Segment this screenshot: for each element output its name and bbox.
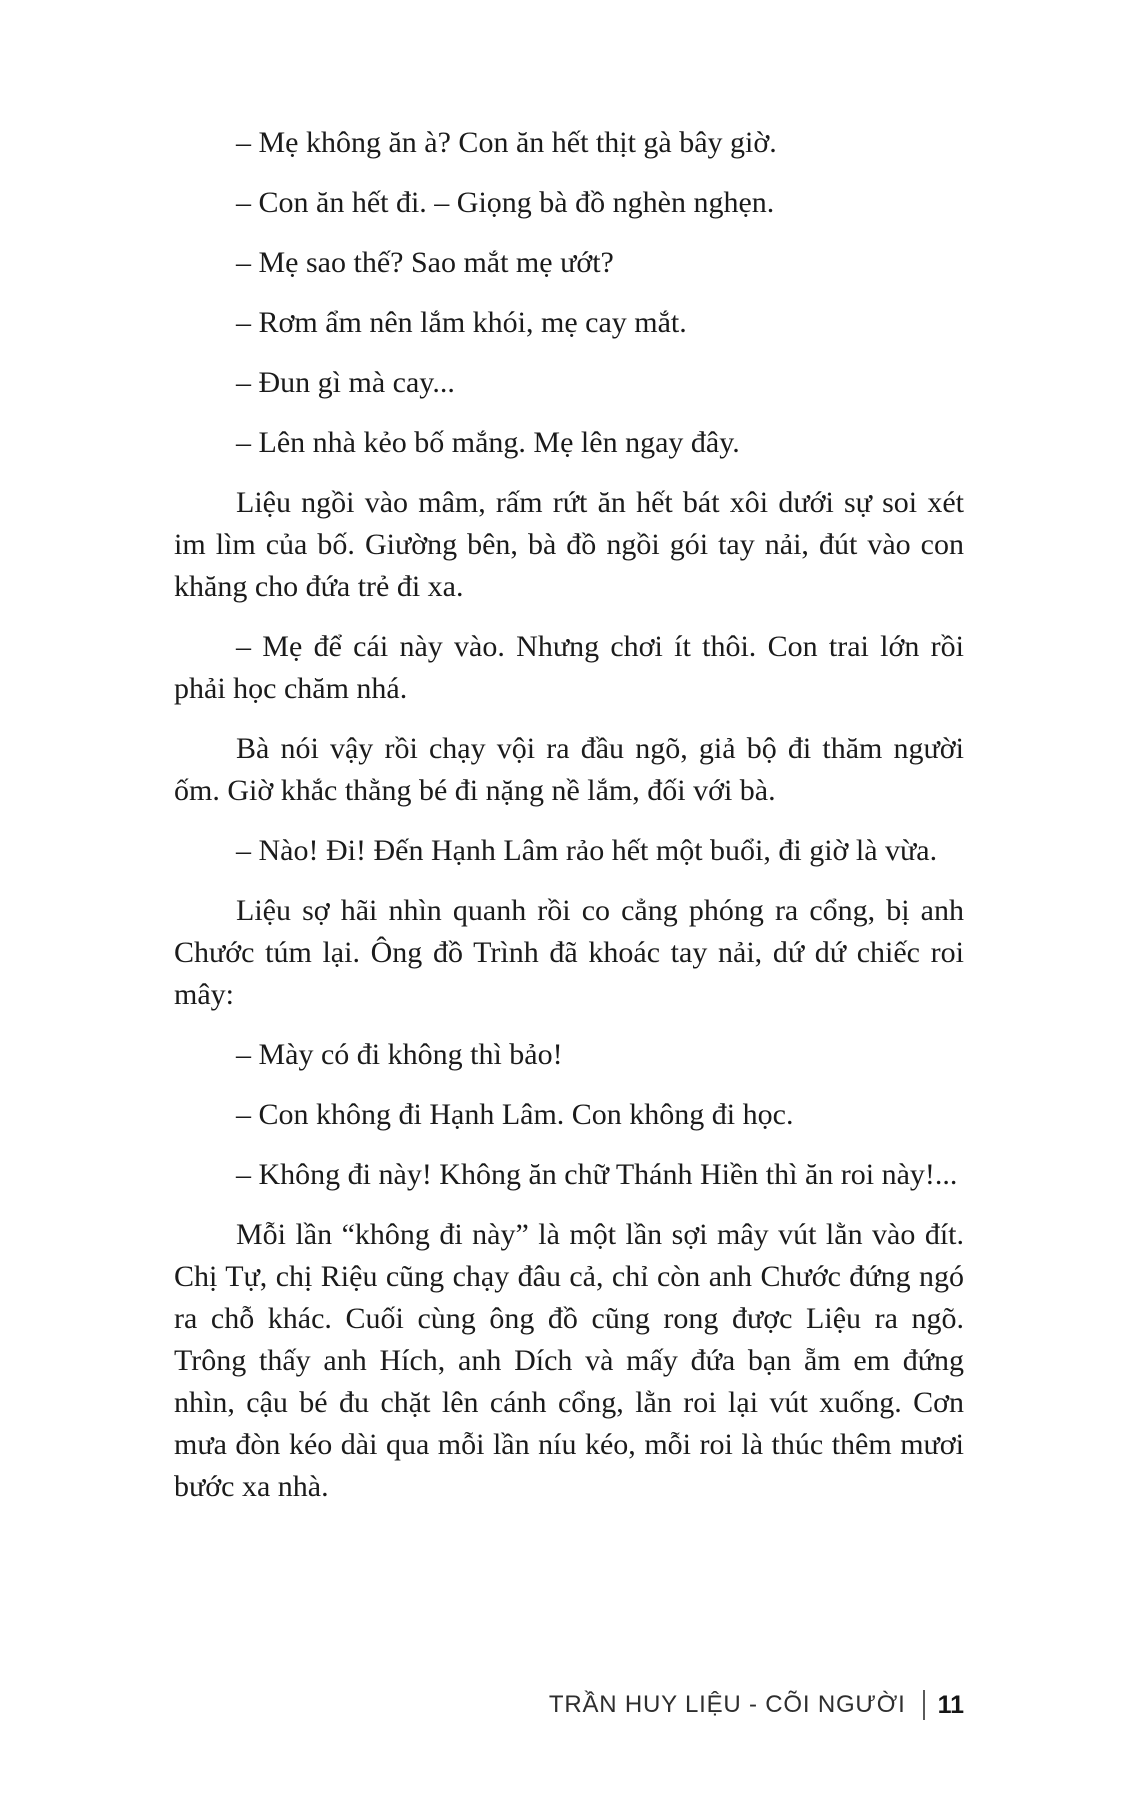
page-footer [549,1690,964,1720]
paragraph: Bà nói vậy rồi chạy vội ra đầu ngõ, giả bộ đi thăm người ốm. Giờ khắc thằng bé đi nặng nề lắm, đối với bà. [174,732,964,807]
paragraph: Liệu sợ hãi nhìn quanh rồi co cẳng phóng ra cổng, bị anh Chước túm lại. Ông đồ Trình đã khoác tay nải, dứ dứ chiếc roi mây: [174,894,964,1011]
paragraph: – Con không đi Hạnh Lâm. Con không đi học. [236,1098,794,1131]
running-footer-title: TRẦN HUY LIỆU - CÕI NGƯỜI [548,1691,906,1718]
paragraph: – Đun gì mà cay... [236,366,455,399]
paragraph: – Mẹ để cái này vào. Nhưng chơi ít thôi. Con trai lớn rồi phải học chăm nhá. [174,630,964,705]
page-number: 11 [937,1690,964,1719]
paragraph: – Mẹ không ăn à? Con ăn hết thịt gà bây giờ. [236,126,777,159]
body-text [174,122,964,1526]
paragraph: Mỗi lần “không đi này” là một lần sợi mây vút lằn vào đít. Chị Tự, chị Riệu cũng chạy đâu cả, chỉ còn anh Chước đứng ngó ra chỗ khác. Cuối cùng ông đồ cũng rong được Liệu ra ngõ. Trông thấy anh Hích, anh Dích và mấy đứa bạn ẵm em đứng nhìn, cậu bé đu chặt lên cánh cổng, lằn roi lại vút xuống. Cơn mưa đòn kéo dài qua mỗi lần níu kéo, mỗi roi là thúc thêm mươi bước xa nhà. [174,1218,964,1503]
paragraph: Liệu ngồi vào mâm, rấm rứt ăn hết bát xôi dưới sự soi xét im lìm của bố. Giường bên, bà đồ ngồi gói tay nải, đút vào con khăng cho đứa trẻ đi xa. [174,486,964,603]
paragraph: – Lên nhà kẻo bố mắng. Mẹ lên ngay đây. [236,426,740,459]
paragraph: – Rơm ẩm nên lắm khói, mẹ cay mắt. [236,306,687,339]
paragraph: – Con ăn hết đi. – Giọng bà đồ nghèn nghẹn. [236,186,775,219]
footer-separator [923,1690,925,1720]
paragraph: – Mày có đi không thì bảo! [236,1038,563,1071]
paragraph: – Không đi này! Không ăn chữ Thánh Hiền thì ăn roi này!... [236,1158,958,1191]
paragraph: – Nào! Đi! Đến Hạnh Lâm rảo hết một buổi, đi giờ là vừa. [236,834,938,867]
paragraph: – Mẹ sao thế? Sao mắt mẹ ướt? [236,246,614,279]
